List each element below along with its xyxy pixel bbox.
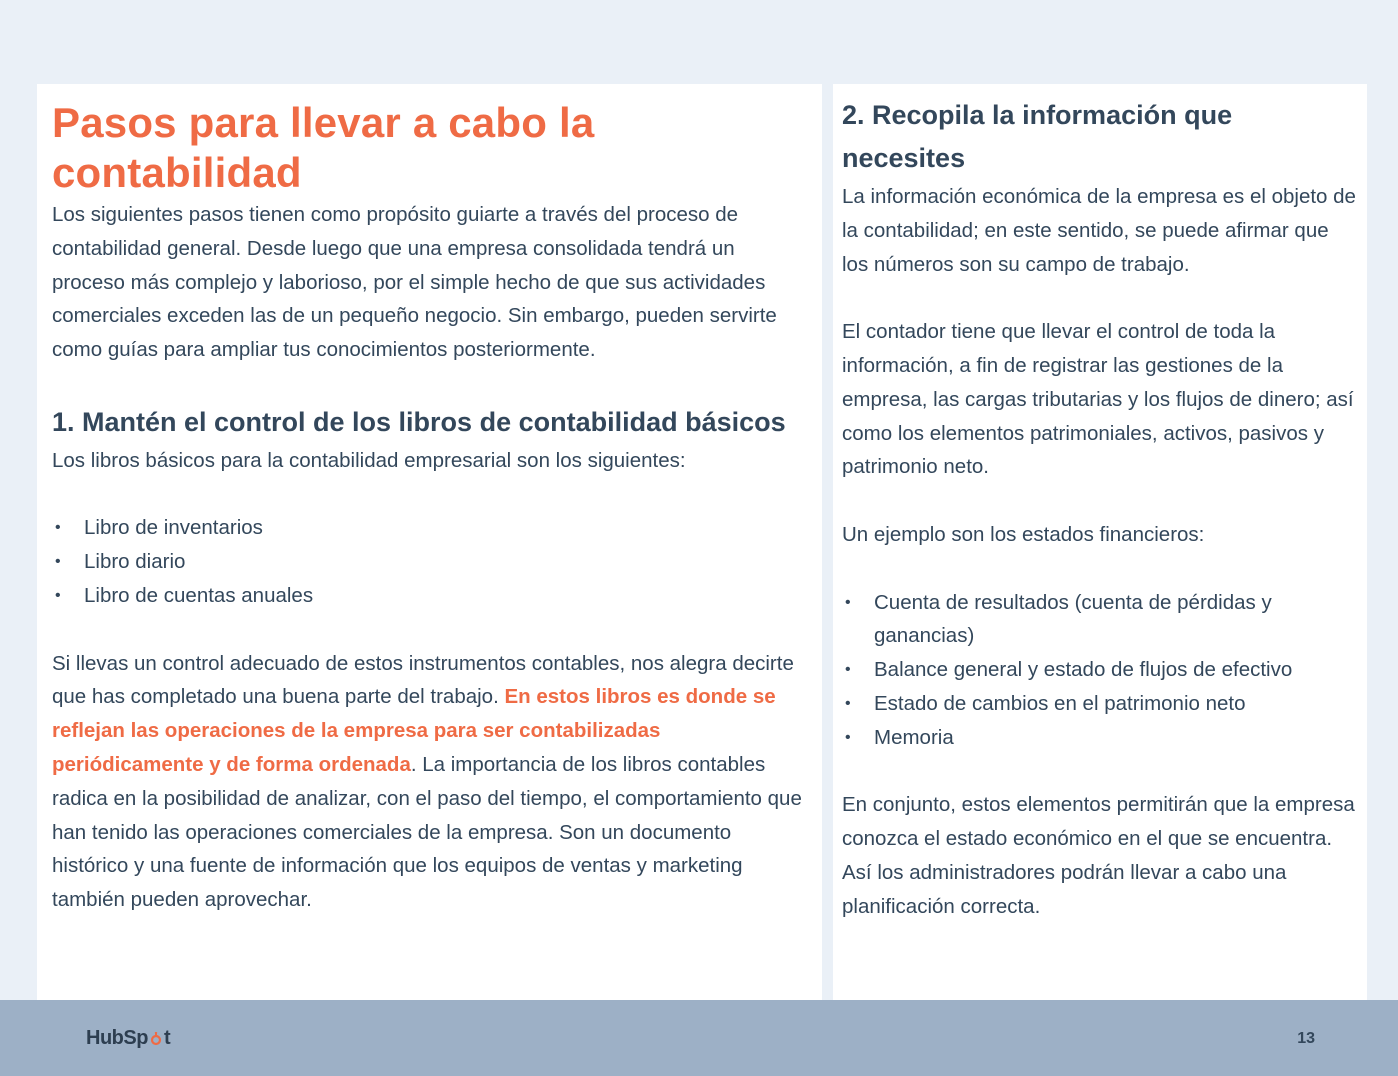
bullet-icon: • xyxy=(845,661,851,679)
books-paragraph: Si llevas un control adecuado de estos instrumentos contables, nos alegra decirte que has completado una buena parte del trabajo. En estos libros es donde se reflejan las operaciones de la empresa para ser contabilizadas periódicamente y de forma ordenada. La importancia de los libros contables radica en la posibilidad de analizar, con el paso del tiempo, el comportamiento que han tenido las operaciones comerciales de la empresa. Son un documento histórico y una fuente de información que los equipos de ventas y marketing también pueden aprovechar. xyxy=(52,651,802,912)
bullet-icon: • xyxy=(845,694,851,712)
page-title: Pasos para llevar a cabo la contabilidad xyxy=(52,99,595,196)
list-item: • Estado de cambios en el patrimonio neto xyxy=(842,687,1357,721)
bullet-icon: • xyxy=(845,593,851,611)
list-item: • Libro diario xyxy=(52,545,808,579)
page-number: 13 xyxy=(1297,1030,1315,1047)
left-column xyxy=(37,84,822,1000)
page-footer xyxy=(0,1000,1398,1076)
list-item: • Libro de cuentas anuales xyxy=(52,579,808,613)
right-column xyxy=(833,84,1367,1000)
bullet-icon: • xyxy=(55,586,61,604)
bullet-icon: • xyxy=(55,553,61,571)
hubspot-sprocket-icon xyxy=(149,1032,163,1046)
list-item: • Balance general y estado de flujos de efectivo xyxy=(842,653,1357,687)
highlighted-text: En estos libros es donde se reflejan las operaciones de la empresa para ser contabilizadas periódicamente y de forma ordenada xyxy=(52,685,776,776)
step-2-heading: 2. Recopila la información que necesites xyxy=(842,100,1233,173)
step-2-paragraph-1: La información económica de la empresa es el objeto de la contabilidad; en este sentido, se puede afirmar que los números son su campo de trabajo. xyxy=(842,185,1356,276)
step-1-intro: Los libros básicos para la contabilidad empresarial son los siguientes: xyxy=(52,448,686,472)
intro-paragraph: Los siguientes pasos tienen como propósito guiarte a través del proceso de contabilidad general. Desde luego que una empresa consolidada tendrá un proceso más complejo y laborioso, por el simple hecho de que sus actividades comerciales exceden las de un pequeño negocio. Sin embargo, pueden servirte como guías para ampliar tus conocimientos posteriormente. xyxy=(52,203,777,362)
list-item: • Memoria xyxy=(842,721,1357,755)
list-item: • Cuenta de resultados (cuenta de pérdidas y ganancias) xyxy=(842,586,1357,654)
hubspot-logo: HubSp t xyxy=(86,1027,171,1049)
bullet-icon: • xyxy=(55,519,61,537)
step-2-paragraph-3: Un ejemplo son los estados financieros: xyxy=(842,522,1205,546)
step-1-heading: 1. Mantén el control de los libros de contabilidad básicos xyxy=(52,406,786,437)
statements-list xyxy=(842,586,1357,755)
list-item: • Libro de inventarios xyxy=(52,511,808,545)
books-list xyxy=(52,511,808,612)
step-2-paragraph-4: En conjunto, estos elementos permitirán que la empresa conozca el estado económico en el que se encuentra. Así los administradores podrán llevar a cabo una planificación correcta. xyxy=(842,793,1355,918)
step-2-paragraph-2: El contador tiene que llevar el control de toda la información, a fin de registrar las gestiones de la empresa, las cargas tributarias y los flujos de dinero; así como los elementos patrimoniales, activos, pasivos y patrimonio neto. xyxy=(842,320,1354,479)
bullet-icon: • xyxy=(845,728,851,746)
